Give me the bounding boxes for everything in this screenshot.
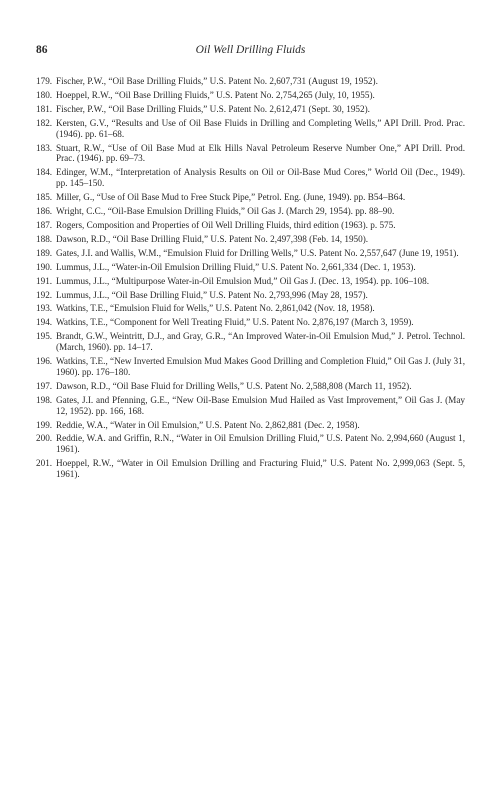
reference-text: Wright, C.C., “Oil-Base Emulsion Drilling Fluids,” Oil Gas J. (March 29, 1954). pp. 88–90.: [56, 206, 395, 217]
page-number: 86: [36, 44, 48, 56]
reference-item: [36, 395, 465, 417]
reference-text: Edinger, W.M., “Interpretation of Analysis Results on Oil or Oil-Base Mud Cores,” World Oil (Dec., 1949). pp. 145–150.: [56, 167, 465, 189]
reference-text: Reddie, W.A., “Water in Oil Emulsion,” U.S. Patent No. 2,862,881 (Dec. 2, 1958).: [56, 419, 360, 430]
reference-number: 190.: [36, 261, 53, 272]
reference-text: Kersten, G.V., “Results and Use of Oil Base Fluids in Drilling and Completing Wells,” API Drill. Prod. Prac. (1946). pp. 61–68.: [56, 117, 465, 139]
reference-item: [36, 303, 465, 314]
reference-number: 189.: [36, 247, 53, 258]
reference-text: Lummus, J.L., “Multipurpose Water-in-Oil Emulsion Mud,” Oil Gas J. (Dec. 13, 1954). pp. 106–108.: [56, 275, 429, 286]
reference-item: [36, 220, 465, 231]
reference-text: Hoeppel, R.W., “Oil Base Drilling Fluids,” U.S. Patent No. 2,754,265 (July, 10, 1955).: [56, 89, 375, 100]
reference-item: [36, 90, 465, 101]
reference-item: [36, 192, 465, 203]
reference-text: Hoeppel, R.W., “Water in Oil Emulsion Drilling and Fracturing Fluid,” U.S. Patent No. 2,999,063 (Sept. 5, 1961).: [56, 458, 465, 480]
reference-item: [36, 248, 465, 259]
reference-number: 182.: [36, 117, 53, 128]
reference-number: 184.: [36, 167, 53, 178]
reference-number: 191.: [36, 275, 53, 286]
reference-text: Miller, G., “Use of Oil Base Mud to Free Stuck Pipe,” Petrol. Eng. (June, 1949). pp. B54–B64.: [56, 192, 406, 203]
reference-item: [36, 234, 465, 245]
reference-item: [36, 143, 465, 165]
reference-item: [36, 458, 465, 480]
reference-list: [36, 76, 465, 480]
reference-text: Reddie, W.A. and Griffin, R.N., “Water in Oil Emulsion Drilling Fluid,” U.S. Patent No. 2,994,660 (August 1, 1961).: [56, 433, 465, 455]
reference-number: 179.: [36, 76, 53, 86]
reference-number: 193.: [36, 303, 53, 314]
page-header: [36, 44, 465, 62]
reference-item: [36, 290, 465, 301]
reference-number: 188.: [36, 233, 53, 244]
reference-item: [36, 331, 465, 353]
reference-item: [36, 104, 465, 115]
reference-text: Lummus, J.L., “Water-in-Oil Emulsion Drilling Fluid,” U.S. Patent No. 2,661,334 (Dec. 1, 1953).: [56, 261, 416, 272]
reference-item: [36, 206, 465, 217]
running-title: Oil Well Drilling Fluids: [195, 44, 306, 56]
reference-text: Watkins, T.E., “Emulsion Fluid for Wells,” U.S. Patent No. 2,861,042 (Nov. 18, 1958).: [56, 303, 375, 314]
reference-text: Watkins, T.E., “Component for Well Treating Fluid,” U.S. Patent No. 2,876,197 (March 3, 1959).: [56, 317, 414, 328]
reference-item: [36, 167, 465, 189]
reference-number: 201.: [36, 458, 53, 469]
reference-text: Dawson, R.D., “Oil Base Drilling Fluid,” U.S. Patent No. 2,497,398 (Feb. 14, 1950).: [56, 233, 369, 244]
reference-number: 186.: [36, 206, 53, 217]
reference-text: Lummus, J.L., “Oil Base Drilling Fluid,” U.S. Patent No. 2,793,996 (May 28, 1957).: [56, 289, 368, 300]
reference-text: Fischer, P.W., “Oil Base Drilling Fluids,” U.S. Patent No. 2,612,471 (Sept. 30, 1952).: [56, 103, 370, 114]
reference-number: 199.: [36, 419, 53, 430]
reference-item: [36, 433, 465, 455]
reference-number: 180.: [36, 89, 53, 100]
reference-number: 187.: [36, 219, 53, 230]
reference-text: Watkins, T.E., “New Inverted Emulsion Mud Makes Good Drilling and Completion Fluid,” Oil Gas J. (July 31, 1960). pp. 176–180.: [56, 356, 465, 377]
reference-text: Gates, J.I. and Wallis, W.M., “Emulsion Fluid for Drilling Wells,” U.S. Patent No. 2,557,647 (June 19, 1951).: [56, 247, 459, 258]
reference-item: [36, 262, 465, 273]
reference-text: Rogers, Composition and Properties of Oil Well Drilling Fluids, third edition (1963). p. 575.: [56, 219, 396, 230]
reference-item: [36, 276, 465, 287]
reference-item: [36, 317, 465, 328]
reference-text: Fischer, P.W., “Oil Base Drilling Fluids,” U.S. Patent No. 2,607,731 (August 19, 1952).: [56, 76, 378, 86]
reference-number: 195.: [36, 331, 53, 342]
reference-number: 181.: [36, 103, 53, 114]
reference-item: [36, 420, 465, 431]
reference-number: 192.: [36, 289, 53, 300]
reference-text: Gates, J.I. and Pfenning, G.E., “New Oil-Base Emulsion Mud Hailed as Vast Improvement,” Oil Gas J. (May 12, 1952). pp. 166, 168.: [56, 394, 465, 416]
reference-item: [36, 381, 465, 392]
reference-item: [36, 118, 465, 140]
reference-item: [36, 76, 465, 87]
reference-text: Brandt, G.W., Weintritt, D.J., and Gray, G.R., “An Improved Water-in-Oil Emulsion Mud,” J. Petrol. Technol. (March, 1960). pp. 14–17.: [56, 331, 465, 353]
reference-number: 198.: [36, 394, 53, 405]
reference-item: [36, 356, 465, 378]
reference-number: 194.: [36, 317, 53, 328]
reference-number: 196.: [36, 356, 53, 367]
reference-number: 200.: [36, 433, 53, 444]
reference-number: 185.: [36, 192, 53, 203]
reference-number: 183.: [36, 142, 53, 153]
reference-text: Dawson, R.D., “Oil Base Fluid for Drilling Wells,” U.S. Patent No. 2,588,808 (March 11, 1952).: [56, 380, 412, 391]
reference-number: 197.: [36, 380, 53, 391]
reference-text: Stuart, R.W., “Use of Oil Base Mud at Elk Hills Naval Petroleum Reserve Number One,” API Drill. Prod. Prac. (1946). pp. 69–73.: [56, 142, 465, 164]
